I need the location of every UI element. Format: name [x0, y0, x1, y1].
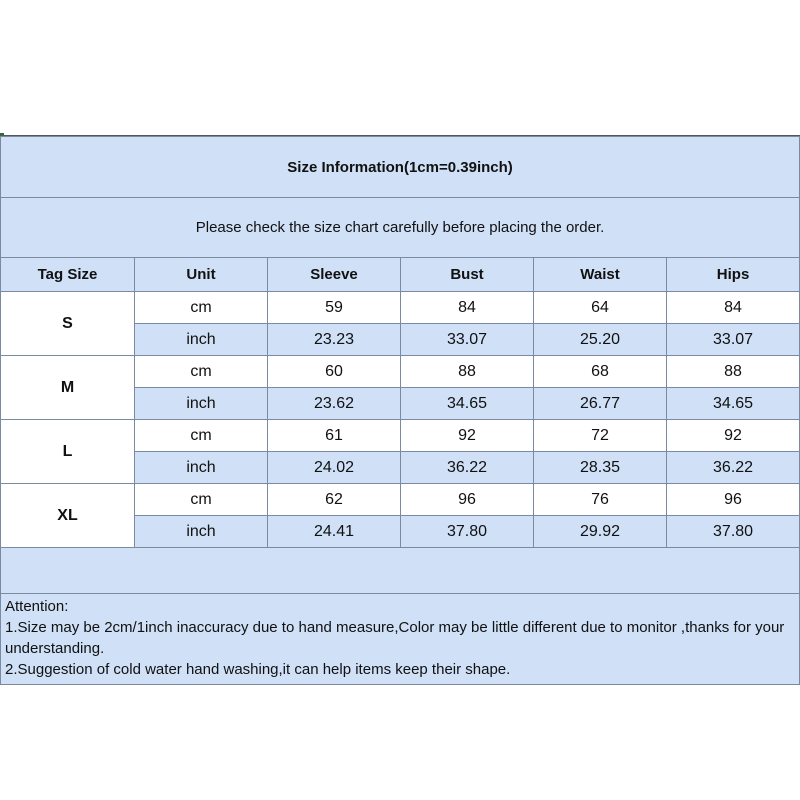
tag-size-cell: S	[1, 292, 135, 356]
table-row	[1, 484, 800, 516]
bust-cell: 34.65	[401, 388, 534, 420]
bust-cell: 96	[401, 484, 534, 516]
hips-cell: 34.65	[667, 388, 800, 420]
waist-cell: 26.77	[534, 388, 667, 420]
hips-cell: 36.22	[667, 452, 800, 484]
notes-heading: Attention:	[5, 598, 69, 615]
hips-cell: 96	[667, 484, 800, 516]
unit-cell: inch	[135, 452, 268, 484]
waist-cell: 25.20	[534, 324, 667, 356]
sleeve-cell: 23.62	[268, 388, 401, 420]
bust-cell: 33.07	[401, 324, 534, 356]
header-waist: Waist	[534, 258, 667, 292]
subtitle-row	[1, 198, 800, 258]
sleeve-cell: 23.23	[268, 324, 401, 356]
hips-cell: 33.07	[667, 324, 800, 356]
unit-cell: cm	[135, 356, 268, 388]
bust-cell: 88	[401, 356, 534, 388]
unit-cell: cm	[135, 420, 268, 452]
table-row	[1, 356, 800, 388]
bust-cell: 36.22	[401, 452, 534, 484]
sleeve-cell: 59	[268, 292, 401, 324]
waist-cell: 76	[534, 484, 667, 516]
tag-size-cell: L	[1, 420, 135, 484]
size-chart	[0, 135, 800, 678]
hips-cell: 88	[667, 356, 800, 388]
header-hips: Hips	[667, 258, 800, 292]
title-row	[1, 137, 800, 198]
notes-cell	[1, 594, 800, 685]
unit-cell: cm	[135, 484, 268, 516]
unit-cell: inch	[135, 324, 268, 356]
sleeve-cell: 61	[268, 420, 401, 452]
waist-cell: 68	[534, 356, 667, 388]
bust-cell: 84	[401, 292, 534, 324]
unit-cell: inch	[135, 388, 268, 420]
sleeve-cell: 24.02	[268, 452, 401, 484]
unit-cell: inch	[135, 516, 268, 548]
spacer-cell	[1, 548, 800, 594]
header-unit: Unit	[135, 258, 268, 292]
chart-title: Size Information(1cm=0.39inch)	[1, 137, 800, 198]
sleeve-cell: 62	[268, 484, 401, 516]
spacer-row	[1, 548, 800, 594]
waist-cell: 72	[534, 420, 667, 452]
notes-row	[1, 594, 800, 685]
sleeve-cell: 60	[268, 356, 401, 388]
bust-cell: 37.80	[401, 516, 534, 548]
tag-size-cell: XL	[1, 484, 135, 548]
table-row	[1, 292, 800, 324]
size-table	[0, 136, 800, 685]
table-row	[1, 420, 800, 452]
header-sleeve: Sleeve	[268, 258, 401, 292]
header-bust: Bust	[401, 258, 534, 292]
waist-cell: 64	[534, 292, 667, 324]
bust-cell: 92	[401, 420, 534, 452]
tag-size-cell: M	[1, 356, 135, 420]
header-tag-size: Tag Size	[1, 258, 135, 292]
notes-line-1: 1.Size may be 2cm/1inch inaccuracy due to hand measure,Color may be little different due to monitor ,thanks for your understanding.	[5, 619, 785, 657]
hips-cell: 37.80	[667, 516, 800, 548]
hips-cell: 84	[667, 292, 800, 324]
waist-cell: 28.35	[534, 452, 667, 484]
sleeve-cell: 24.41	[268, 516, 401, 548]
unit-cell: cm	[135, 292, 268, 324]
waist-cell: 29.92	[534, 516, 667, 548]
hips-cell: 92	[667, 420, 800, 452]
notes-line-2: 2.Suggestion of cold water hand washing,it can help items keep their shape.	[5, 661, 511, 678]
chart-subtitle: Please check the size chart carefully before placing the order.	[1, 198, 800, 258]
header-row	[1, 258, 800, 292]
